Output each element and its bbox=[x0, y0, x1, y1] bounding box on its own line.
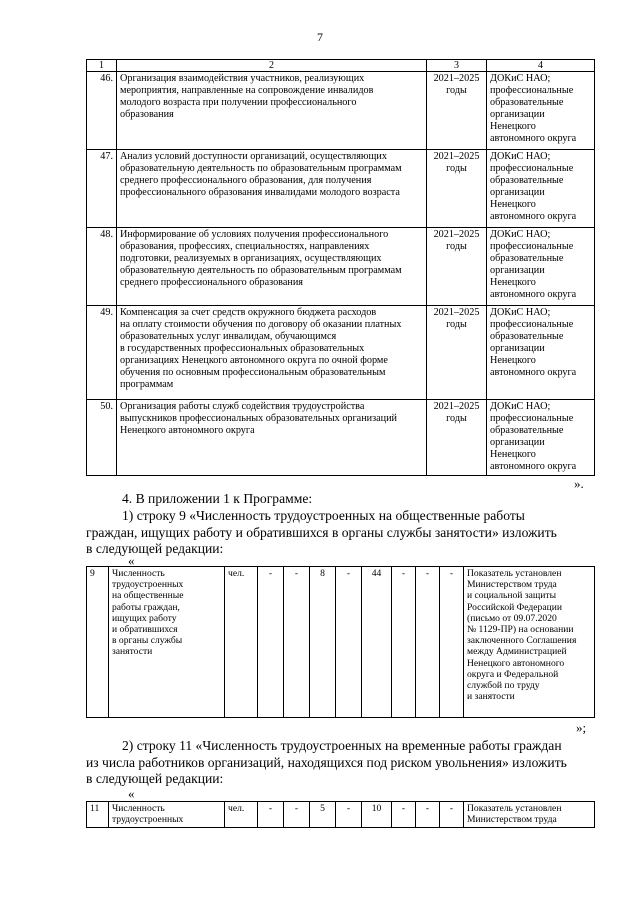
table-row bbox=[87, 150, 595, 228]
indicator-table-row-11 bbox=[86, 801, 595, 828]
value-cell: - bbox=[440, 567, 464, 718]
table-row bbox=[87, 306, 595, 400]
executor-cell: ДОКиС НАО; профессиональные образовательные организации Ненецкого автономного округа bbox=[487, 150, 595, 228]
row-number: 46. bbox=[87, 72, 117, 150]
row-number: 50. bbox=[87, 400, 117, 476]
value-cell: - bbox=[258, 802, 284, 828]
opening-quote: « bbox=[128, 786, 135, 801]
value-cell: - bbox=[284, 802, 310, 828]
paragraph-item-4: 4. В приложении 1 к Программе: bbox=[122, 491, 313, 506]
value-cell: 5 bbox=[310, 802, 336, 828]
table-row bbox=[87, 400, 595, 476]
measures-table bbox=[86, 59, 595, 476]
header-cell: 2 bbox=[117, 60, 427, 72]
value-cell: - bbox=[336, 567, 362, 718]
measure-text: Анализ условий доступности организаций, осуществляющих образовательную деятельность по образовательным программам среднего профессионального образования, для получения профессионального образования инвалидами молодого возраста bbox=[117, 150, 427, 228]
value-cell: 44 bbox=[362, 567, 392, 718]
value-cell: 8 bbox=[310, 567, 336, 718]
indicator-name: Численность трудоустроенных на общественные работы граждан, ищущих работу и обратившихся в органы службы занятости bbox=[109, 567, 225, 718]
paragraph-row-11: 2) строку 11 «Численность трудоустроенных на временные работы граждан из числа работников организаций, находящихся под риском увольнения» изложить в следующей редакции: bbox=[86, 738, 567, 786]
opening-quote: « bbox=[128, 553, 135, 568]
measure-text: Информирование об условиях получения профессионального образования, профессиях, специальностях, направлениях подготовки, реализуемых в организациях, осуществляющих образовательную деятельность по образовательным программам среднего профессионального образования bbox=[117, 228, 427, 306]
header-cell: 3 bbox=[427, 60, 487, 72]
executor-cell: ДОКиС НАО; профессиональные образовательные организации Ненецкого автономного округа bbox=[487, 228, 595, 306]
executor-cell: ДОКиС НАО; профессиональные образовательные организации Ненецкого автономного округа bbox=[487, 306, 595, 400]
closing-quote: »; bbox=[576, 720, 587, 735]
unit-cell: чел. bbox=[225, 802, 258, 828]
years-cell: 2021–2025 годы bbox=[427, 400, 487, 476]
closing-quote: ». bbox=[574, 476, 584, 491]
value-cell: - bbox=[284, 567, 310, 718]
page-number: 7 bbox=[317, 30, 323, 44]
measure-text: Компенсация за счет средств окружного бюджета расходов на оплату стоимости обучения по договору об оказании платных образовательных услуг инвалидам, обучающимся в государственных профессиональных образовательных организациях Ненецкого автономного округа по очной форме обучения по основным профессиональным образовательным программам bbox=[117, 306, 427, 400]
value-cell: 10 bbox=[362, 802, 392, 828]
header-cell: 1 bbox=[87, 60, 117, 72]
paragraph-row-9: 1) строку 9 «Численность трудоустроенных на общественные работы граждан, ищущих работу и обратившихся в органы службы занятости» изложить в следующей редакции: bbox=[86, 508, 557, 556]
note-cell: Показатель установлен Министерством труда и социальной защиты Российской Федерации (письмо от 09.07.2020 № 1129-ПР) на основании заключенного Соглашения между Администрацией Ненецкого автономного округа и Федеральной службой по труду и занятости bbox=[464, 567, 595, 718]
row-number: 47. bbox=[87, 150, 117, 228]
value-cell: - bbox=[392, 567, 416, 718]
table-header-row bbox=[87, 60, 595, 72]
row-number: 9 bbox=[87, 567, 109, 718]
years-cell: 2021–2025 годы bbox=[427, 306, 487, 400]
row-number: 48. bbox=[87, 228, 117, 306]
row-number: 11 bbox=[87, 802, 109, 828]
value-cell: - bbox=[440, 802, 464, 828]
years-cell: 2021–2025 годы bbox=[427, 72, 487, 150]
indicator-table-row-9 bbox=[86, 566, 595, 718]
value-cell: - bbox=[392, 802, 416, 828]
indicator-name: Численность трудоустроенных bbox=[109, 802, 225, 828]
unit-cell: чел. bbox=[225, 567, 258, 718]
header-cell: 4 bbox=[487, 60, 595, 72]
executor-cell: ДОКиС НАО; профессиональные образовательные организации Ненецкого автономного округа bbox=[487, 400, 595, 476]
measure-text: Организация работы служб содействия трудоустройства выпускников профессиональных образовательных организаций Ненецкого автономного округа bbox=[117, 400, 427, 476]
measure-text: Организация взаимодействия участников, реализующих мероприятия, направленные на сопровождение инвалидов молодого возраста при получении профессионального образования bbox=[117, 72, 427, 150]
table-row bbox=[87, 567, 595, 718]
years-cell: 2021–2025 годы bbox=[427, 228, 487, 306]
value-cell: - bbox=[258, 567, 284, 718]
table-row bbox=[87, 228, 595, 306]
executor-cell: ДОКиС НАО; профессиональные образовательные организации Ненецкого автономного округа bbox=[487, 72, 595, 150]
value-cell: - bbox=[336, 802, 362, 828]
years-cell: 2021–2025 годы bbox=[427, 150, 487, 228]
table-row bbox=[87, 72, 595, 150]
row-number: 49. bbox=[87, 306, 117, 400]
table-row bbox=[87, 802, 595, 828]
value-cell: - bbox=[416, 567, 440, 718]
note-cell: Показатель установлен Министерством труда bbox=[464, 802, 595, 828]
value-cell: - bbox=[416, 802, 440, 828]
